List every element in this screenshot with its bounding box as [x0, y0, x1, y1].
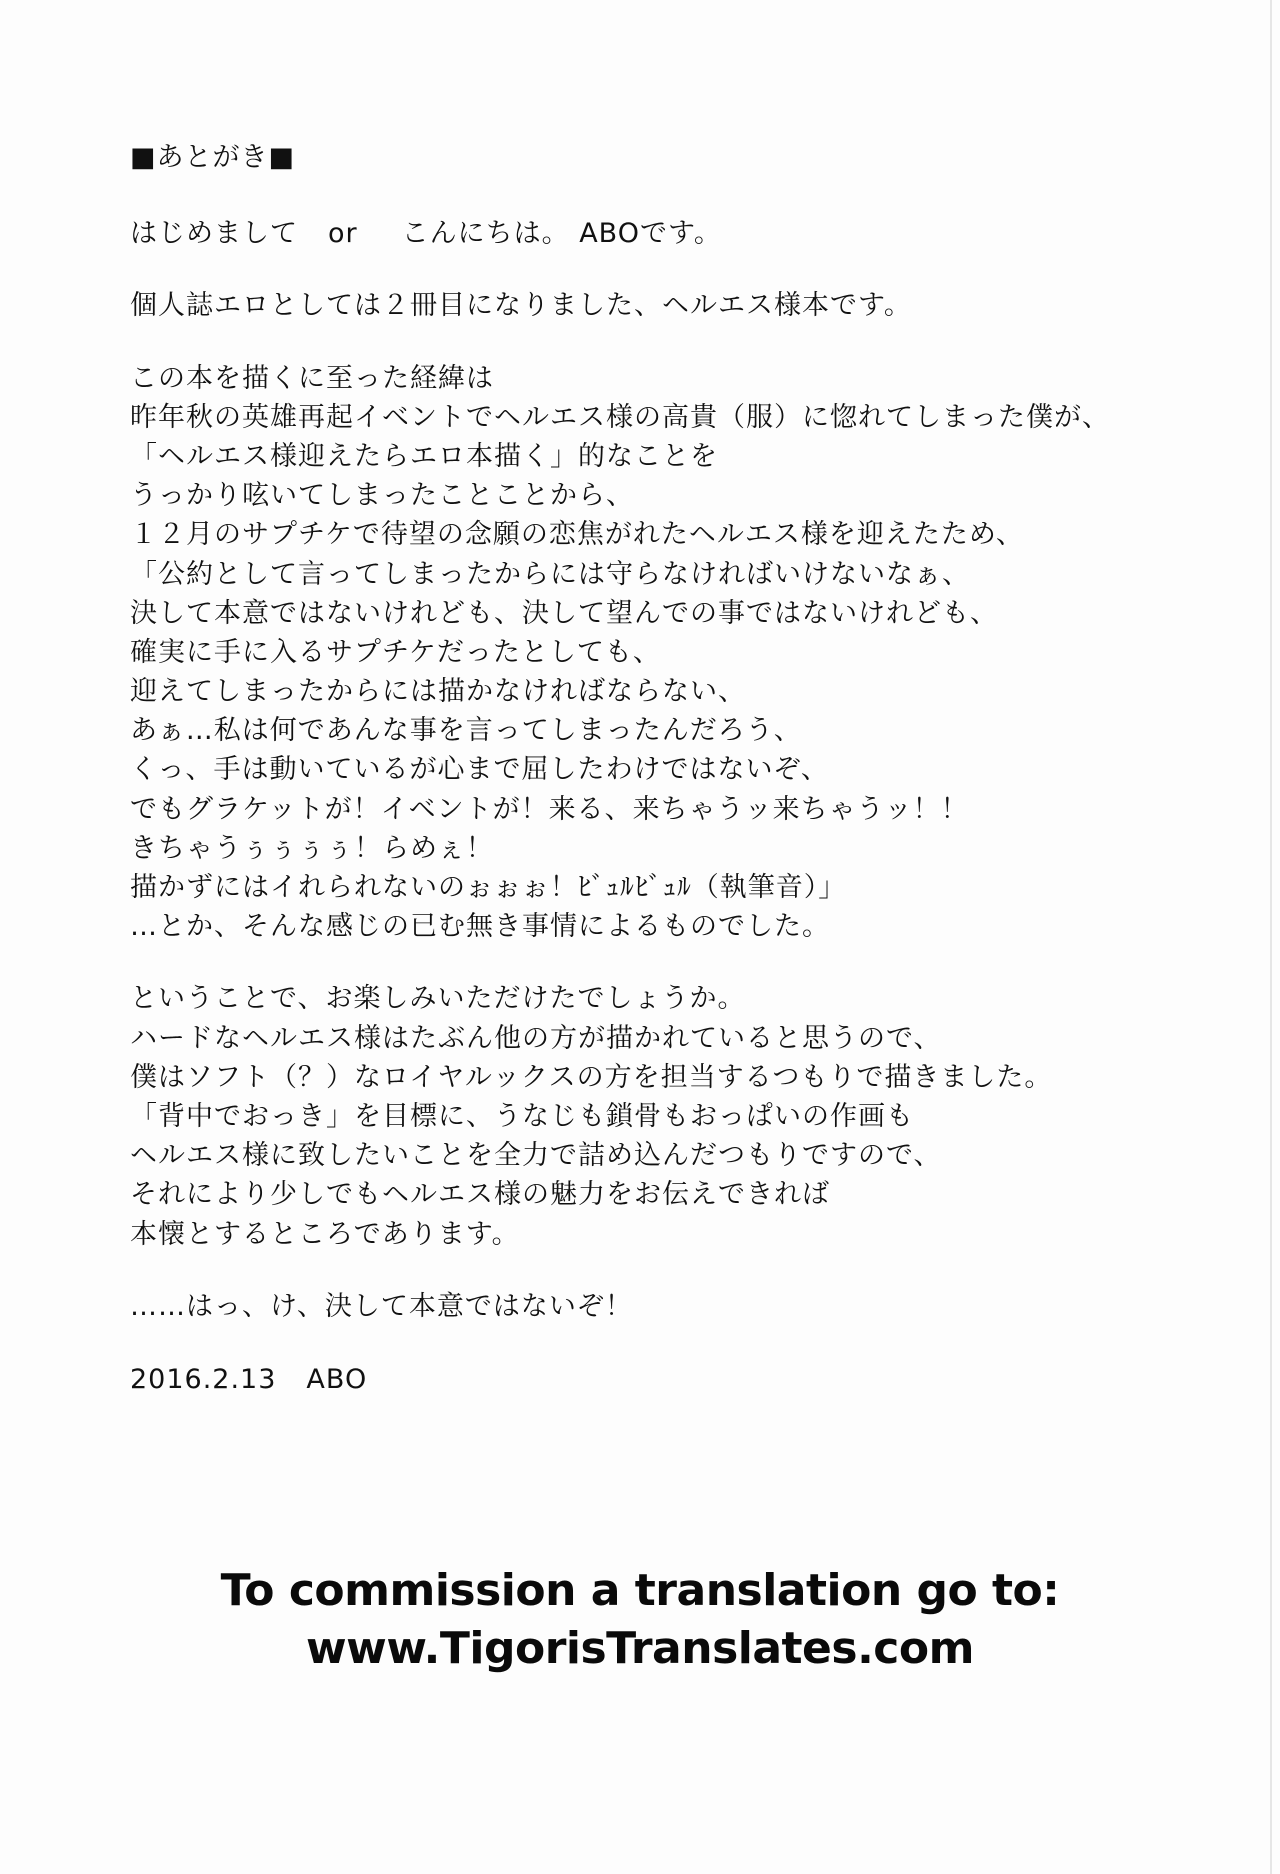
paragraph-line: くっ、手は動いているが心まで屈したわけではないぞ、: [130, 754, 829, 786]
paragraph-line: ヘルエス様に致したいことを全力で詰め込んだつもりですので、: [130, 1140, 942, 1172]
paragraph-line: ハードなヘルエス様はたぶん他の方が描かれていると思うので、: [130, 1022, 942, 1054]
paragraph-line: あぁ…私は何であんな事を言ってしまったんだろう、: [130, 715, 802, 747]
paragraph-line: でもグラケットが！イベントが！来る、来ちゃうッ来ちゃうッ！！: [130, 793, 969, 825]
paragraph-line: 僕はソフト（？）なロイヤルックスの方を担当するつもりで描きました。: [130, 1061, 1053, 1093]
paragraph-line: 描かずにはイれられないのぉぉぉ！ﾋﾞｭﾙﾋﾞｭﾙ（執筆音）」: [130, 872, 847, 903]
paragraph-line: うっかり呟いてしまったことことから、: [130, 480, 634, 512]
paragraph-line: 確実に手に入るサプチケだったとしても、: [130, 636, 661, 668]
paragraph-background-story: [130, 359, 1130, 947]
paragraph-line: 決して本意ではないけれども、決して望んでの事ではないけれども、: [130, 597, 998, 629]
date: 2016.2.13: [130, 1363, 277, 1395]
paragraph-conclusion: [130, 979, 1130, 1253]
greeting-line: [130, 214, 1130, 253]
paragraph-line: 昨年秋の英雄再起イベントでヘルエス様の高貴（服）に惚れてしまった僕が、: [130, 401, 1110, 433]
paragraph-line: 「公約として言ってしまったからには守らなければいけないなぁ、: [130, 558, 970, 590]
paragraph-line: 迎えてしまったからには描かなければならない、: [130, 676, 746, 708]
greeting-part-2: or: [328, 218, 358, 250]
paragraph-line: １２月のサプチケで待望の念願の恋焦がれたヘルエス様を迎えたため、: [130, 519, 1024, 551]
promo-line-1: To commission a translation go to:: [220, 1565, 1060, 1616]
promo-url: www.TigorisTranslates.com: [306, 1623, 974, 1674]
date-signature-line: [130, 1360, 1130, 1399]
greeting-part-1: はじめまして: [130, 218, 298, 250]
afterword-text: [130, 138, 1130, 1399]
greeting-part-3: こんにちは。 ABOです。: [401, 218, 722, 250]
paragraph-line: 「背中でおっき」を目標に、うなじも鎖骨もおっぱいの作画も: [130, 1100, 914, 1132]
paragraph-line: きちゃうぅぅぅぅ！らめぇ！: [130, 832, 494, 864]
paragraph-line: 本懐とするところであります。: [130, 1218, 520, 1250]
paragraph-line: ということで、お楽しみいただけたでしょうか。: [130, 983, 746, 1015]
paragraph-line: …とか、そんな感じの已む無き事情によるものでした。: [130, 911, 830, 943]
paragraph-line: 「ヘルエス様迎えたらエロ本描く」的なことを: [130, 440, 718, 472]
paragraph-line: それにより少しでもヘルエス様の魅力をお伝えできれば: [130, 1179, 830, 1211]
translation-promo: [0, 1562, 1280, 1678]
closing-line: ……はっ、け、決して本意ではないぞ！: [130, 1290, 633, 1322]
intro-line: 個人誌エロとしては２冊目になりました、ヘルエス様本です。: [130, 290, 912, 322]
signature: ABO: [306, 1363, 368, 1395]
afterword-heading: ■あとがき■: [130, 142, 296, 173]
paragraph-line: この本を描くに至った経緯は: [130, 362, 494, 394]
